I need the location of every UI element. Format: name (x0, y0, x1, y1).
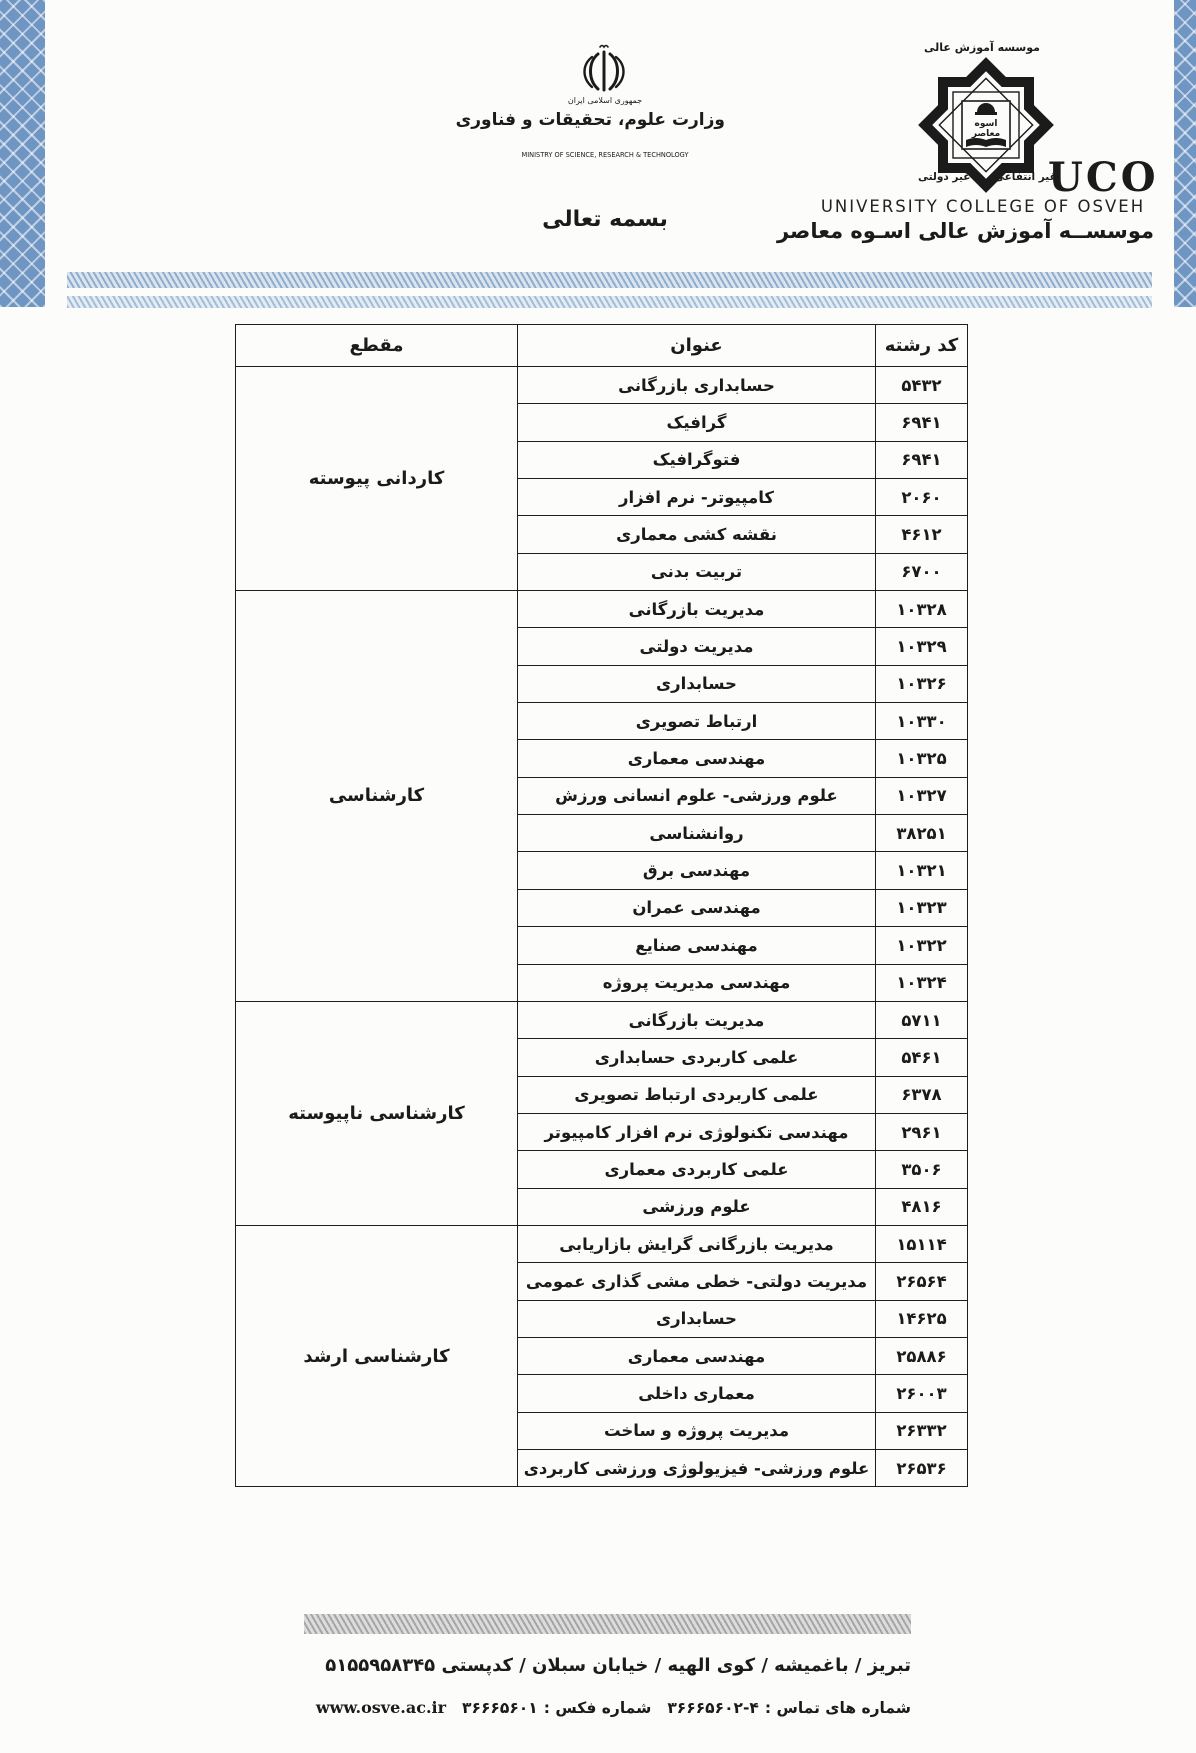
footer-address: تبریز / باغمیشه / کوی الهیه / خیابان سبلان / کدپستی ۵۱۵۵۹۵۸۳۴۵ (325, 1655, 911, 1676)
program-code-cell: ۵۴۶۱ (876, 1039, 968, 1076)
program-title-cell: کامپیوتر- نرم افزار (518, 479, 876, 516)
college-emblem-line1: اسوه (974, 119, 998, 129)
degree-level-cell: کارشناسی ناپیوسته (236, 1001, 518, 1225)
phone-group (667, 1699, 911, 1717)
college-acronym-logo: UCO (1048, 154, 1159, 201)
program-code-cell: ۶۳۷۸ (876, 1076, 968, 1113)
footer-contact-line (300, 1698, 911, 1717)
program-code-cell: ۲۶۵۳۶ (876, 1449, 968, 1486)
table-header-row (236, 325, 968, 367)
program-title-cell: مدیریت پروژه و ساخت (518, 1412, 876, 1449)
program-title-cell: مهندسی عمران (518, 889, 876, 926)
degree-level-cell: کاردانی پیوسته (236, 367, 518, 591)
table-row (236, 1225, 968, 1262)
header-band-top (67, 272, 1152, 288)
header-band-bottom (67, 296, 1152, 308)
ministry-name-english: MINISTRY OF SCIENCE, RESEARCH & TECHNOLOGY (521, 151, 689, 159)
college-status-nonprofit: غیر انتفاعی (994, 171, 1057, 183)
program-title-cell: مدیریت بازرگانی (518, 1001, 876, 1038)
program-code-cell: ۶۷۰۰ (876, 553, 968, 590)
program-title-cell: گرافیک (518, 404, 876, 441)
column-header-code: کد رشته (876, 325, 968, 367)
program-code-cell: ۱۰۳۲۵ (876, 740, 968, 777)
program-code-cell: ۱۰۳۲۷ (876, 777, 968, 814)
program-code-cell: ۶۹۴۱ (876, 441, 968, 478)
program-title-cell: مهندسی برق (518, 852, 876, 889)
programs-table (235, 324, 968, 1487)
program-title-cell: مهندسی معماری (518, 1337, 876, 1374)
fax-label: شماره فکس : (543, 1699, 652, 1717)
program-title-cell: مدیریت بازرگانی گرایش بازاریابی (518, 1225, 876, 1262)
fax-number: ۳۶۶۶۵۶۰۱ (462, 1699, 538, 1717)
website-text: www.osve.ac.ir (315, 1698, 447, 1717)
college-status-private: غیر دولتی (918, 171, 971, 183)
iran-emblem-icon (577, 42, 631, 96)
programs-table-body (236, 367, 968, 1487)
program-title-cell: حسابداری (518, 1300, 876, 1337)
college-name-persian: موسســه آموزش عالی اسـوه معاصر (776, 219, 1154, 243)
program-title-cell: حسابداری بازرگانی (518, 367, 876, 404)
program-code-cell: ۲۹۶۱ (876, 1113, 968, 1150)
program-title-cell: مهندسی صنایع (518, 927, 876, 964)
degree-level-cell: کارشناسی (236, 591, 518, 1002)
program-title-cell: مهندسی معماری (518, 740, 876, 777)
program-code-cell: ۱۰۳۲۸ (876, 591, 968, 628)
table-row (236, 1001, 968, 1038)
program-code-cell: ۱۰۳۲۱ (876, 852, 968, 889)
program-title-cell: تربیت بدنی (518, 553, 876, 590)
program-title-cell: فتوگرافیک (518, 441, 876, 478)
degree-level-cell: کارشناسی ارشد (236, 1225, 518, 1486)
phone-number: ۳۶۶۶۵۶۰۲-۴ (667, 1699, 759, 1717)
college-top-label: موسسه آموزش عالی (924, 41, 1040, 54)
program-code-cell: ۱۰۳۲۴ (876, 964, 968, 1001)
column-header-level: مقطع (236, 325, 518, 367)
program-code-cell: ۲۶۰۰۳ (876, 1375, 968, 1412)
fax-group (462, 1699, 651, 1717)
program-title-cell: روانشناسی (518, 815, 876, 852)
program-code-cell: ۵۴۳۲ (876, 367, 968, 404)
basmala-heading: بسمه تعالی (542, 207, 668, 232)
program-title-cell: مدیریت دولتی- خطی مشی گذاری عمومی (518, 1263, 876, 1300)
program-code-cell: ۱۰۳۲۶ (876, 665, 968, 702)
program-code-cell: ۱۵۱۱۴ (876, 1225, 968, 1262)
table-row (236, 591, 968, 628)
program-title-cell: مدیریت بازرگانی (518, 591, 876, 628)
program-code-cell: ۲۵۸۸۶ (876, 1337, 968, 1374)
program-code-cell: ۱۴۶۲۵ (876, 1300, 968, 1337)
program-code-cell: ۱۰۳۲۳ (876, 889, 968, 926)
program-title-cell: ارتباط تصویری (518, 703, 876, 740)
left-decorative-border (0, 0, 45, 307)
program-title-cell: علمی کاربردی حسابداری (518, 1039, 876, 1076)
program-code-cell: ۲۶۳۳۲ (876, 1412, 968, 1449)
footer-band (304, 1614, 911, 1634)
program-title-cell: مهندسی تکنولوژی نرم افزار کامپیوتر (518, 1113, 876, 1150)
program-code-cell: ۳۵۰۶ (876, 1151, 968, 1188)
program-code-cell: ۱۰۳۳۰ (876, 703, 968, 740)
program-code-cell: ۴۶۱۲ (876, 516, 968, 553)
program-code-cell: ۶۹۴۱ (876, 404, 968, 441)
program-code-cell: ۴۸۱۶ (876, 1188, 968, 1225)
program-title-cell: علمی کاربردی ارتباط تصویری (518, 1076, 876, 1113)
program-code-cell: ۲۰۶۰ (876, 479, 968, 516)
program-title-cell: علوم ورزشی (518, 1188, 876, 1225)
program-code-cell: ۵۷۱۱ (876, 1001, 968, 1038)
phone-label: شماره های تماس : (764, 1699, 911, 1717)
program-title-cell: معماری داخلی (518, 1375, 876, 1412)
right-decorative-border (1174, 0, 1196, 307)
ministry-name-persian: وزارت علوم، تحقیقات و فناوری (455, 110, 725, 130)
college-name-english: UNIVERSITY COLLEGE OF OSVEH (820, 197, 1146, 216)
column-header-title: عنوان (518, 325, 876, 367)
program-title-cell: نقشه کشی معماری (518, 516, 876, 553)
program-title-cell: علوم ورزشی- فیزیولوژی ورزشی کاربردی (518, 1449, 876, 1486)
program-code-cell: ۱۰۳۲۲ (876, 927, 968, 964)
program-code-cell: ۱۰۳۲۹ (876, 628, 968, 665)
program-title-cell: حسابداری (518, 665, 876, 702)
program-title-cell: علمی کاربردی معماری (518, 1151, 876, 1188)
table-row (236, 367, 968, 404)
program-title-cell: مهندسی مدیریت پروژه (518, 964, 876, 1001)
program-title-cell: علوم ورزشی- علوم انسانی ورزش (518, 777, 876, 814)
program-code-cell: ۳۸۲۵۱ (876, 815, 968, 852)
program-code-cell: ۲۶۵۶۴ (876, 1263, 968, 1300)
college-emblem-line2: معاصر (971, 129, 1001, 139)
program-title-cell: مدیریت دولتی (518, 628, 876, 665)
ministry-emblem-caption: جمهوری اسلامی ایران (567, 96, 643, 105)
